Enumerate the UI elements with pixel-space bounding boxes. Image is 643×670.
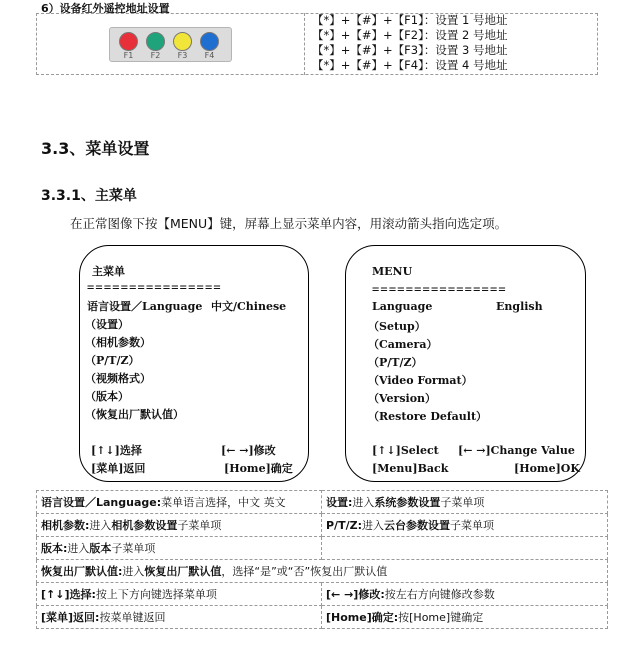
term-language: 语言设置／Language: bbox=[41, 496, 162, 509]
desc-bold: 相机参数设置 bbox=[111, 519, 178, 532]
menu-cn-language-label: 语言设置／Language bbox=[87, 300, 203, 313]
menu-cn-nav-change: [← →]修改 bbox=[221, 444, 276, 457]
menu-en-item-ptz: （P/T/Z） bbox=[368, 356, 423, 369]
ir-line-2: 【*】+【#】+【F2】：设置 2 号地址 bbox=[312, 28, 508, 42]
desc-text: 进入 bbox=[352, 496, 375, 509]
desc-text: 进入 bbox=[89, 519, 112, 532]
menu-box-chinese bbox=[79, 245, 309, 482]
desc-text: ，选择“是”或“否”恢复出厂默认值 bbox=[221, 565, 388, 578]
ir-address-lines bbox=[312, 13, 507, 73]
menu-en-nav-select: [↑↓]Select bbox=[372, 444, 439, 457]
remote-label-f4: F4 bbox=[204, 51, 215, 60]
remote-button-f3 bbox=[173, 32, 192, 51]
remote-label-f1: F1 bbox=[123, 51, 134, 60]
menu-cn-item-setup: （设置） bbox=[85, 318, 129, 331]
menu-cn-item-version: （版本） bbox=[85, 390, 129, 403]
remote-button-f1 bbox=[119, 32, 138, 51]
table-cell bbox=[322, 537, 608, 560]
term-restore: 恢复出厂默认值: bbox=[41, 565, 123, 578]
desc-text: 按上下方向键选择菜单项 bbox=[95, 588, 217, 601]
desc-language: 菜单语言选择，中文 英文 bbox=[161, 496, 286, 509]
table-cell bbox=[37, 537, 322, 560]
menu-en-language-value: English bbox=[496, 300, 543, 313]
desc-text: 按[Home]键确定 bbox=[398, 611, 484, 624]
menu-box-english bbox=[345, 245, 586, 482]
ir-table-divider bbox=[304, 13, 305, 75]
desc-text: 子菜单项 bbox=[449, 519, 494, 532]
menu-en-separator: ================ bbox=[372, 282, 507, 296]
menu-cn-item-camera: （相机参数） bbox=[85, 336, 151, 349]
desc-bold: 版本 bbox=[89, 542, 112, 555]
menu-en-nav-ok: [Home]OK bbox=[514, 462, 580, 475]
table-row bbox=[37, 606, 608, 629]
menu-en-nav-back: [Menu]Back bbox=[372, 462, 449, 475]
term-setup: 设置: bbox=[326, 496, 353, 509]
ir-line-1: 【*】+【#】+【F1】：设置 1 号地址 bbox=[312, 13, 508, 27]
desc-text: 子菜单项 bbox=[177, 519, 222, 532]
term-ptz: P/T/Z: bbox=[326, 519, 362, 532]
remote-label-f3: F3 bbox=[177, 51, 188, 60]
table-row bbox=[37, 583, 608, 606]
table-cell bbox=[37, 606, 322, 629]
desc-bold: 云台参数设置 bbox=[383, 519, 450, 532]
term-back: [菜单]返回: bbox=[41, 611, 100, 624]
menu-cn-item-restore: （恢复出厂默认值） bbox=[85, 408, 184, 421]
menu-cn-nav-back: [菜单]返回 bbox=[91, 462, 146, 475]
table-row bbox=[37, 537, 608, 560]
menu-en-language-label: Language bbox=[372, 300, 433, 313]
table-cell bbox=[37, 514, 322, 537]
desc-text: 进入 bbox=[361, 519, 384, 532]
table-cell bbox=[322, 583, 608, 606]
menu-cn-title: 主菜单 bbox=[92, 265, 125, 278]
menu-en-item-setup: （Setup） bbox=[368, 320, 426, 333]
heading-3-3-1: 3.3.1、主菜单 bbox=[41, 188, 137, 204]
remote-label-f2: F2 bbox=[150, 51, 161, 60]
ir-line-3: 【*】+【#】+【F3】：设置 3 号地址 bbox=[312, 43, 508, 57]
menu-cn-nav-select: [↑↓]选择 bbox=[91, 444, 142, 457]
term-camera: 相机参数: bbox=[41, 519, 90, 532]
table-row bbox=[37, 491, 608, 514]
table-cell bbox=[37, 583, 322, 606]
ir-line-4: 【*】+【#】+【F4】：设置 4 号地址 bbox=[312, 58, 508, 72]
desc-text: 按菜单键返回 bbox=[99, 611, 166, 624]
table-cell bbox=[37, 560, 608, 583]
desc-text: 按左右方向键修改参数 bbox=[384, 588, 495, 601]
table-cell bbox=[322, 491, 608, 514]
desc-text: 进入 bbox=[67, 542, 90, 555]
desc-bold: 系统参数设置 bbox=[374, 496, 441, 509]
menu-cn-separator: ================ bbox=[87, 280, 222, 294]
remote-control-image bbox=[109, 27, 232, 62]
menu-en-item-restore: （Restore Default） bbox=[368, 410, 488, 423]
desc-text: 进入 bbox=[122, 565, 145, 578]
term-change: [← →]修改: bbox=[326, 588, 385, 601]
menu-en-nav-change: [← →]Change Value bbox=[458, 444, 575, 457]
table-row bbox=[37, 514, 608, 537]
menu-cn-item-video: （视频格式） bbox=[85, 372, 151, 385]
desc-text: 子菜单项 bbox=[440, 496, 485, 509]
remote-button-f2 bbox=[146, 32, 165, 51]
intro-paragraph: 在正常图像下按【MENU】键，屏幕上显示菜单内容，用滚动箭头指向选定项。 bbox=[70, 216, 508, 231]
table-cell bbox=[322, 606, 608, 629]
remote-button-f4 bbox=[200, 32, 219, 51]
menu-en-title: MENU bbox=[372, 265, 413, 278]
menu-description-table bbox=[36, 490, 608, 629]
term-ok: [Home]确定: bbox=[326, 611, 399, 624]
table-cell bbox=[322, 514, 608, 537]
menu-en-item-video: （Video Format） bbox=[368, 374, 473, 387]
heading-3-3: 3.3、菜单设置 bbox=[41, 139, 150, 158]
term-select: [↑↓]选择: bbox=[41, 588, 96, 601]
term-version: 版本: bbox=[41, 542, 68, 555]
menu-cn-nav-ok: [Home]确定 bbox=[224, 462, 293, 475]
desc-bold: 恢复出厂默认值 bbox=[144, 565, 222, 578]
menu-cn-item-ptz: （P/T/Z） bbox=[85, 354, 140, 367]
menu-en-item-camera: （Camera） bbox=[368, 338, 438, 351]
table-row bbox=[37, 560, 608, 583]
desc-text: 子菜单项 bbox=[111, 542, 156, 555]
menu-en-item-version: （Version） bbox=[368, 392, 437, 405]
section-6-title: 6）设备红外遥控地址设置 bbox=[41, 2, 170, 15]
menu-cn-language-value: 中文/Chinese bbox=[211, 300, 287, 313]
table-cell bbox=[37, 491, 322, 514]
